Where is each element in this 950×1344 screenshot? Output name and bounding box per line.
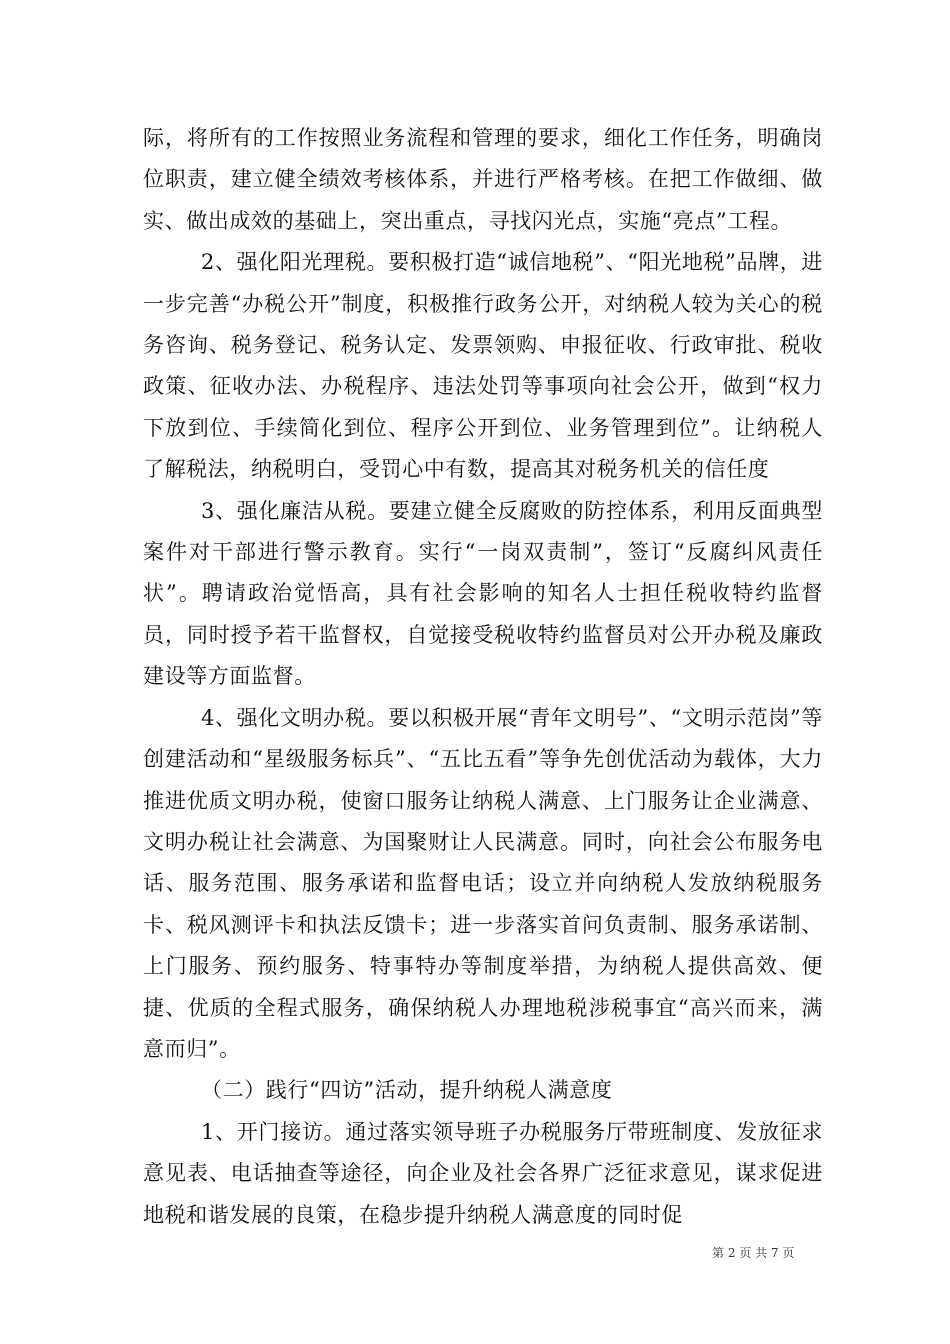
paragraph-continuation: 际，将所有的工作按照业务流程和管理的要求，细化工作任务，明确岗位职责，建立健全绩效考核体系，并进行严格考核。在把工作做细、做实、做出成效的基础上，突出重点，寻找闪光点，实施“亮点”工程。	[143, 126, 823, 233]
paragraph-civilized-tax: 4、强化文明办税。要以积极开展“青年文明号”、“文明示范岗”等创建活动和“星级服务标兵”、“五比五看”等争先创优活动为载体，大力推进优质文明办税，使窗口服务让纳税人满意、上门服务让企业满意、文明办税让社会满意、为国聚财让人民满意。同时，向社会公布服务电话、服务范围、服务承诺和监督电话；设立并向纳税人发放纳税服务卡、税风测评卡和执法反馈卡；进一步落实首问负责制、服务承诺制、上门服务、预约服务、特事特办等制度举措，为纳税人提供高效、便捷、优质的全程式服务，确保纳税人办理地税涉税事宜“高兴而来，满意而归”。	[143, 705, 823, 1061]
paragraph-sunshine-tax: 2、强化阳光理税。要积极打造“诚信地税”、“阳光地税”品牌，进一步完善“办税公开”制度，积极推行政务公开，对纳税人较为关心的税务咨询、税务登记、税务认定、发票领购、申报征收、行政审批、税收政策、征收办法、办税程序、违法处罚等事项向社会公开，做到“权力下放到位、手续简化到位、程序公开到位、业务管理到位”。让纳税人了解税法，纳税明白，受罚心中有数，提高其对税务机关的信任度	[143, 250, 823, 482]
paragraph-open-door-visits: 1、开门接访。通过落实领导班子办税服务厅带班制度、发放征求意见表、电话抽查等途径，向企业及社会各界广泛征求意见，谋求促进地税和谐发展的良策，在稳步提升纳税人满意度的同时促	[143, 1119, 823, 1227]
document-body	[143, 118, 823, 1236]
paragraph-clean-tax: 3、强化廉洁从税。要建立健全反腐败的防控体系，利用反面典型案件对干部进行警示教育。实行“一岗双责制”，签订“反腐纠风责任状”。聘请政治觉悟高，具有社会影响的知名人士担任税收特约监督员，同时授予若干监督权，自觉接受税收特约监督员对公开办税及廉政建设等方面监督。	[143, 498, 823, 689]
page-number-footer: 第 2 页 共 7 页	[712, 1246, 795, 1260]
section-heading-four-visits: （二）践行“四访”活动，提升纳税人满意度	[201, 1078, 613, 1103]
